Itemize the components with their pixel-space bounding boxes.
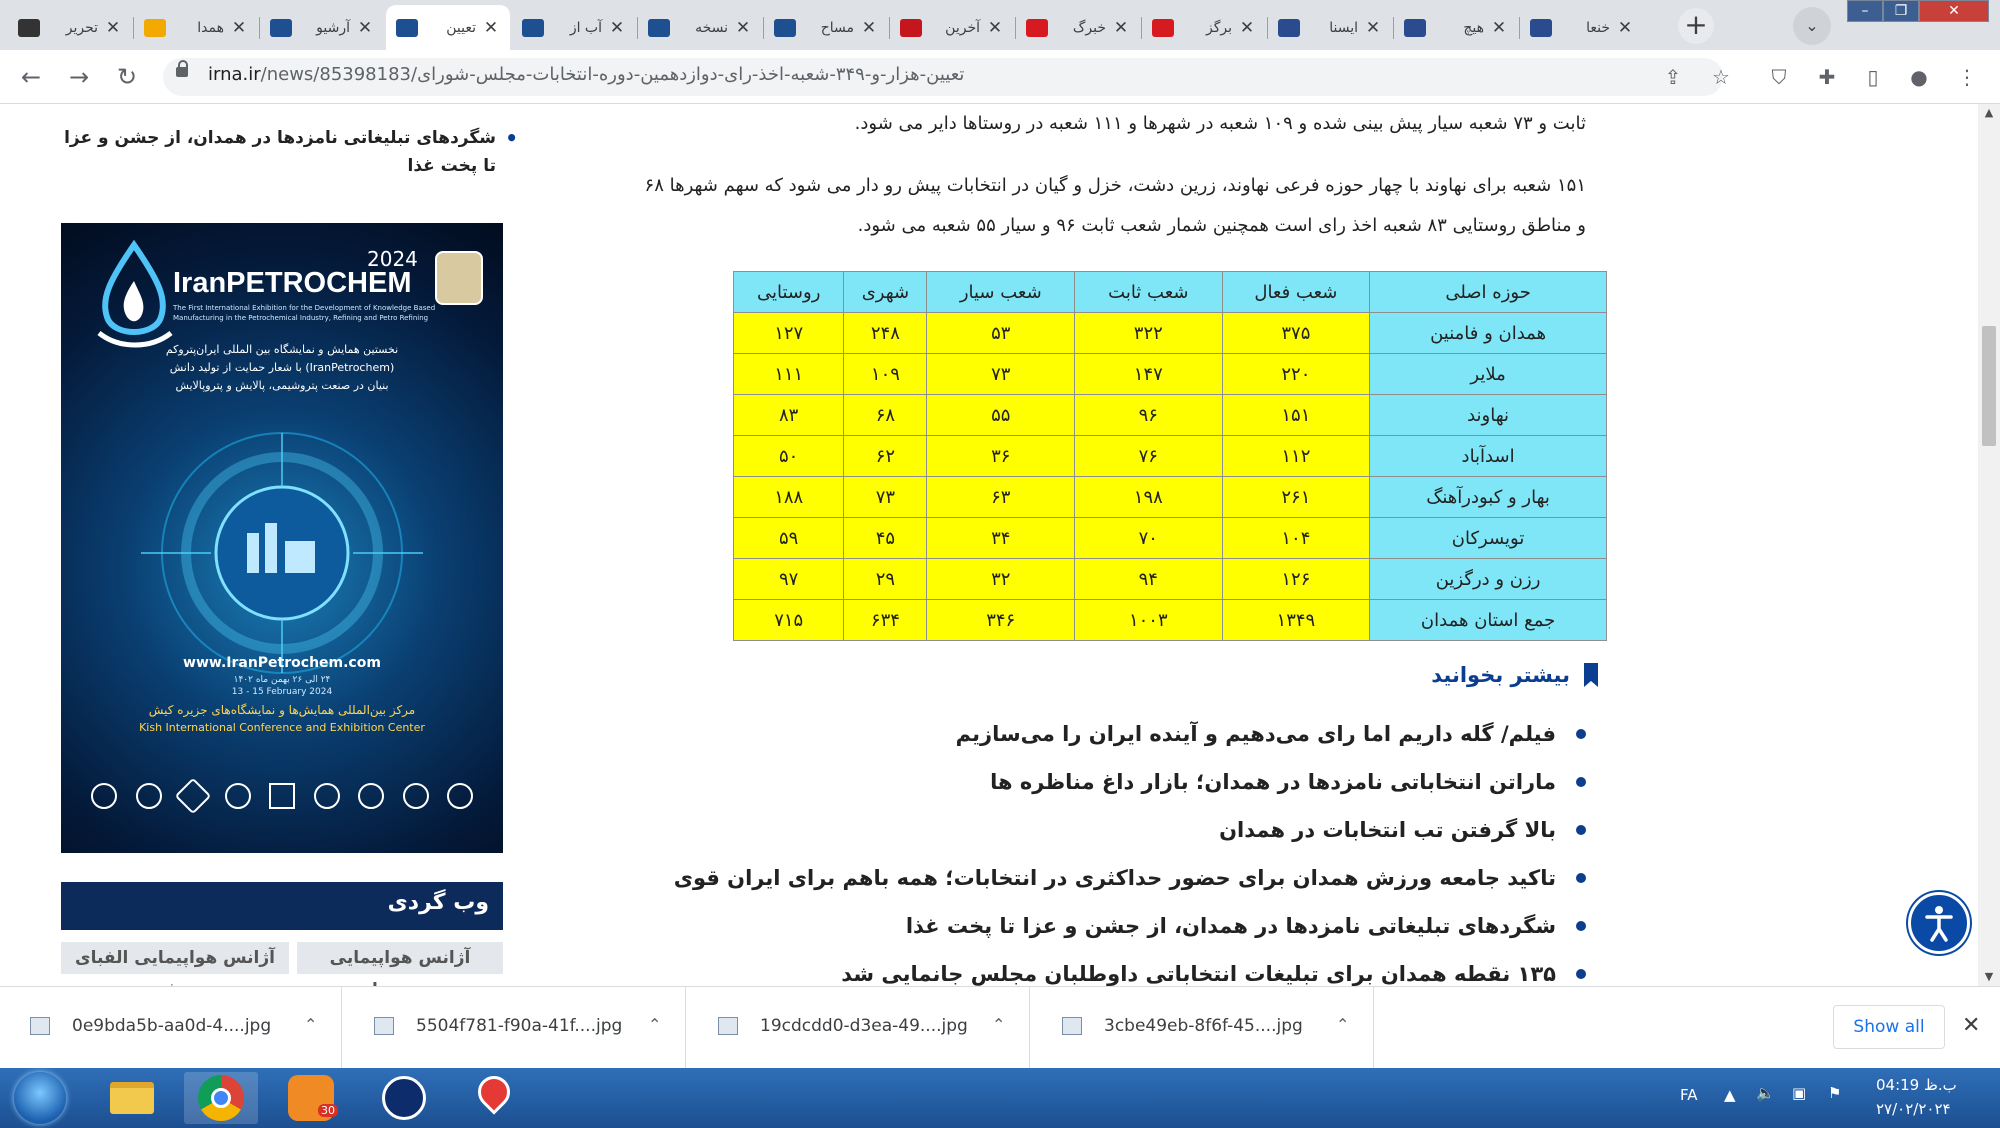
browser-tab[interactable] <box>890 5 1014 50</box>
table-cell: ۱۹۸ <box>1075 477 1223 518</box>
tab-favicon-icon <box>1152 19 1174 37</box>
polling-stations-table <box>733 271 1607 641</box>
browser-tab[interactable] <box>386 5 510 50</box>
menu-kebab-icon[interactable]: ⋮ <box>1957 65 1977 89</box>
tab-title: مساح <box>820 19 854 36</box>
table-row <box>734 518 1607 559</box>
ad-dates-en: 13 - 15 February 2024 <box>231 687 333 697</box>
taskbar-maps-app[interactable] <box>456 1072 530 1124</box>
read-more-link[interactable]: شگردهای تبلیغاتی نامزدها در همدان، از جشن و عزا تا پخت غذا <box>674 902 1586 950</box>
download-filename: 3cbe49eb-8f6f-45....jpg <box>1104 1016 1303 1036</box>
tab-close-icon[interactable]: ✕ <box>483 17 499 38</box>
ad-brand: IranPETROCHEM <box>173 267 412 299</box>
tab-favicon-icon <box>18 19 40 37</box>
tab-favicon-icon <box>648 19 670 37</box>
tab-favicon-icon <box>396 19 418 37</box>
tab-close-icon[interactable]: ✕ <box>357 17 373 38</box>
table-header-cell: روستایی <box>734 272 844 313</box>
tab-separator <box>1393 17 1394 39</box>
minimize-button[interactable]: – <box>1847 0 1883 22</box>
tab-separator <box>259 17 260 39</box>
tab-title: تعیین <box>446 19 476 36</box>
table-row-label: نهاوند <box>1370 395 1607 436</box>
tab-close-icon[interactable]: ✕ <box>1113 17 1129 38</box>
ad-sponsor-logos <box>91 783 473 819</box>
table-cell: ۴۵ <box>844 518 927 559</box>
agency-link-mehrparvaz[interactable]: آژانس هواپیمایی <box>297 942 503 974</box>
read-more-link[interactable]: ماراتن انتخاباتی نامزدها در همدان؛ بازار داغ مناظره ها <box>674 758 1586 806</box>
tab-title: هیچ <box>1463 19 1484 36</box>
download-item[interactable] <box>0 987 342 1069</box>
download-item[interactable] <box>1032 987 1374 1069</box>
tab-title: تحریر <box>65 19 98 36</box>
table-header-cell: شعب ثابت <box>1075 272 1223 313</box>
ad-venue-en: Kish International Conference and Exhibition Center <box>139 721 425 734</box>
browser-tab[interactable] <box>1142 5 1266 50</box>
taskbar-blue-app[interactable] <box>366 1072 440 1124</box>
table-cell: ۱۲۶ <box>1222 559 1370 600</box>
table-cell: ۱۰۹ <box>844 354 927 395</box>
read-more-link[interactable]: بالا گرفتن تب انتخابات در همدان <box>674 806 1586 854</box>
tab-separator <box>763 17 764 39</box>
page-scrollbar[interactable] <box>1978 104 2000 986</box>
table-row-label: بهار و کبودرآهنگ <box>1370 477 1607 518</box>
tab-separator <box>1015 17 1016 39</box>
ad-logo-icon <box>89 241 179 351</box>
table-row <box>734 395 1607 436</box>
tab-title: برگز <box>1205 19 1232 36</box>
ad-industry-globe-graphic <box>61 423 503 683</box>
tab-close-icon[interactable]: ✕ <box>105 17 121 38</box>
action-center-flag-icon[interactable]: ⚑ <box>1828 1084 1842 1102</box>
ad-year: 2024 <box>367 247 418 271</box>
tab-separator <box>637 17 638 39</box>
tab-separator <box>1519 17 1520 39</box>
table-row-label: همدان و فامنین <box>1370 313 1607 354</box>
tab-close-icon[interactable]: ✕ <box>987 17 1003 38</box>
table-cell: ۹۴ <box>1075 559 1223 600</box>
iranpetrochem-ad-banner[interactable] <box>61 223 503 853</box>
read-more-link[interactable]: فیلم/ گله داریم اما رای می‌دهیم و آینده ایران را می‌سازیم <box>674 710 1586 758</box>
table-cell: ۱۱۱ <box>734 354 844 395</box>
tab-favicon-icon <box>900 19 922 37</box>
table-cell: ۳۲۲ <box>1075 313 1223 354</box>
table-row-label: تویسرکان <box>1370 518 1607 559</box>
table-cell: ۱۰۰۳ <box>1075 600 1223 641</box>
windows-taskbar <box>0 1068 2000 1128</box>
download-filename: 5504f781-f90a-41f....jpg <box>416 1016 623 1036</box>
tab-favicon-icon <box>1404 19 1426 37</box>
image-file-icon <box>30 1017 50 1035</box>
tab-close-icon[interactable]: ✕ <box>609 17 625 38</box>
table-cell: ۹۶ <box>1075 395 1223 436</box>
table-cell: ۲۶۱ <box>1222 477 1370 518</box>
tab-separator <box>1141 17 1142 39</box>
tab-search-button[interactable] <box>1793 7 1831 45</box>
read-more-title: بیشتر بخوانید <box>1431 663 1570 687</box>
download-filename: 0e9bda5b-aa0d-4....jpg <box>72 1016 272 1036</box>
browser-tab[interactable] <box>8 5 132 50</box>
article-paragraph-2-line-2: و مناطق روستایی ۸۳ شعبه اخذ رای است همچنین شمار شعب ثابت ۹۶ و سیار ۵۵ شعبه می شود. <box>857 215 1586 236</box>
table-cell: ۵۳ <box>927 313 1075 354</box>
browser-tab[interactable] <box>512 5 636 50</box>
browser-tab[interactable] <box>1520 5 1644 50</box>
browser-tab[interactable] <box>764 5 888 50</box>
download-options-caret-icon[interactable]: ⌃ <box>648 1015 662 1034</box>
download-item[interactable] <box>344 987 686 1069</box>
table-row <box>734 559 1607 600</box>
tab-favicon-icon <box>1530 19 1552 37</box>
start-button[interactable] <box>14 1072 66 1124</box>
table-cell: ۷۳ <box>927 354 1075 395</box>
table-row-label: اسدآباد <box>1370 436 1607 477</box>
arrow-left-icon: ← <box>20 63 42 91</box>
downloads-bar <box>0 986 2000 1068</box>
new-tab-button[interactable]: + <box>1678 8 1714 44</box>
table-cell: ۱۱۲ <box>1222 436 1370 477</box>
table-cell: ۱۳۴۹ <box>1222 600 1370 641</box>
tab-separator <box>1267 17 1268 39</box>
table-cell: ۶۳ <box>927 477 1075 518</box>
ad-venue-fa: مرکز بین‌المللی همایش‌ها و نمایشگاه‌های جزیره کیش <box>148 703 416 717</box>
table-row <box>734 313 1607 354</box>
sidebar-related-link[interactable]: • شگردهای تبلیغاتی نامزدها در همدان، از جشن و عزا تا پخت غذا <box>56 124 496 180</box>
extensions-puzzle-icon[interactable]: ✚ <box>1818 65 1836 89</box>
table-cell: ۱۸۸ <box>734 477 844 518</box>
table-cell: ۲۹ <box>844 559 927 600</box>
table-cell: ۳۲ <box>927 559 1075 600</box>
table-cell: ۸۳ <box>734 395 844 436</box>
chevron-down-icon: ⌄ <box>1805 16 1819 35</box>
tab-close-icon[interactable]: ✕ <box>735 17 751 38</box>
accessibility-button[interactable] <box>1908 892 1970 954</box>
table-cell: ۹۷ <box>734 559 844 600</box>
table-header-cell: حوزه اصلی <box>1370 272 1607 313</box>
table-header-cell: شعب فعال <box>1222 272 1370 313</box>
ad-dates-fa: ۲۴ الی ۲۶ بهمن ماه ۱۴۰۲ <box>233 675 331 685</box>
page-content <box>0 104 1978 986</box>
maximize-button[interactable]: ❐ <box>1883 0 1919 22</box>
taskbar-file-explorer[interactable] <box>94 1072 168 1124</box>
reload-button[interactable] <box>110 60 144 94</box>
read-more-heading <box>1431 663 1598 687</box>
table-row <box>734 354 1607 395</box>
ad-emblem <box>435 251 483 305</box>
tab-favicon-icon <box>144 19 166 37</box>
table-cell: ۱۰۴ <box>1222 518 1370 559</box>
accessibility-icon <box>1911 895 1967 951</box>
back-button[interactable] <box>14 60 48 94</box>
url-text[interactable] <box>208 64 964 85</box>
agency-link-alefbaye-safar[interactable]: آژانس هواپیمایی الفبای <box>61 942 289 974</box>
download-options-caret-icon[interactable]: ⌃ <box>1336 1015 1350 1034</box>
language-indicator[interactable]: FA <box>1680 1086 1698 1104</box>
tab-close-icon[interactable]: ✕ <box>1365 17 1381 38</box>
folder-icon <box>110 1082 154 1114</box>
download-options-caret-icon[interactable]: ⌃ <box>304 1015 318 1034</box>
tab-separator <box>133 17 134 39</box>
ad-title-fa-1: نخستین همایش و نمایشگاه بین المللی ایران‌پتروکم <box>165 343 399 356</box>
tray-expand-icon[interactable]: ▲ <box>1724 1086 1736 1104</box>
bookmark-star-icon[interactable]: ☆ <box>1712 65 1730 89</box>
table-cell: ۷۱۵ <box>734 600 844 641</box>
table-cell: ۳۶ <box>927 436 1075 477</box>
tab-title: همدا <box>197 19 224 36</box>
browser-tab[interactable] <box>1016 5 1140 50</box>
tab-close-icon[interactable]: ✕ <box>231 17 247 38</box>
scroll-down-arrow[interactable]: ▼ <box>1984 970 1994 983</box>
table-cell: ۵۵ <box>927 395 1075 436</box>
scroll-thumb[interactable] <box>1982 326 1996 446</box>
scroll-up-arrow[interactable]: ▲ <box>1984 106 1994 119</box>
download-filename: 19cdcdd0-d3ea-49....jpg <box>760 1016 968 1036</box>
chrome-icon <box>198 1075 244 1121</box>
browser-tab[interactable] <box>1268 5 1392 50</box>
ad-subtitle-en: The First International Exhibition for the Development of Knowledge Based Manufacturing in the Petrochemical Industry, Refining and Petro Refining <box>173 304 436 322</box>
table-cell: ۳۴ <box>927 518 1075 559</box>
article-paragraph-2-line-1: ۱۵۱ شعبه برای نهاوند با چهار حوزه فرعی نهاوند، زرین دشت، خزل و گیان در انتخابات پیش رو دار می شود که سهم شهرها ۶۸ <box>644 175 1586 196</box>
tab-separator <box>889 17 890 39</box>
bookmark-flag-icon <box>1584 663 1598 687</box>
network-icon[interactable]: ▣ <box>1792 1084 1807 1102</box>
tab-favicon-icon <box>1026 19 1048 37</box>
browser-toolbar <box>0 50 2000 104</box>
shield-extension-icon[interactable]: ⛉ <box>1771 65 1787 89</box>
browser-tab[interactable] <box>638 5 762 50</box>
browser-tab[interactable] <box>260 5 384 50</box>
table-cell: ۱۴۷ <box>1075 354 1223 395</box>
table-cell: ۶۸ <box>844 395 927 436</box>
table-row-label: جمع استان همدان <box>1370 600 1607 641</box>
tab-close-icon[interactable]: ✕ <box>1491 17 1507 38</box>
table-cell: ۵۰ <box>734 436 844 477</box>
browser-tab-strip <box>0 0 2000 50</box>
image-file-icon <box>1062 1017 1082 1035</box>
clock-date[interactable]: ۲۷/۰۲/۲۰۲۴ <box>1876 1100 1951 1118</box>
profile-avatar-icon[interactable]: ● <box>1910 65 1928 89</box>
table-row-label: ملایر <box>1370 354 1607 395</box>
table-cell: ۵۹ <box>734 518 844 559</box>
close-downloads-bar-button[interactable]: ✕ <box>1962 1013 1981 1038</box>
read-more-list <box>674 710 1586 998</box>
read-more-link[interactable]: تاکید جامعه ورزش همدان برای حضور حداکثری در انتخابات؛ همه باهم برای ایران قوی <box>674 854 1586 902</box>
table-row <box>734 600 1607 641</box>
tab-close-icon[interactable]: ✕ <box>1239 17 1255 38</box>
url-path: /news/85398183/تعیین-هزار-و-۳۴۹-شعبه-اخذ-رای-دوازدهمین-دوره-انتخابات-مجلس-شورای <box>260 64 965 85</box>
table-row <box>734 436 1607 477</box>
tab-favicon-icon <box>1278 19 1300 37</box>
table-cell: ۷۰ <box>1075 518 1223 559</box>
article-paragraph-1: ثابت و ۷۳ شعبه سیار پیش بینی شده و ۱۰۹ شعبه در شهرها و ۱۱۱ شعبه در روستاها دایر می شود. <box>854 113 1586 134</box>
forward-button[interactable] <box>62 60 96 94</box>
ad-title-fa-3: بنیان در صنعت پتروشیمی، پالایش و پتروپالایش <box>175 379 389 392</box>
tab-title: ایسنا <box>1329 19 1358 36</box>
ad-title-fa-2: (IranPetrochem) با شعار حمایت از تولید دانش <box>169 361 395 374</box>
notification-badge: 30 <box>318 1104 338 1117</box>
show-all-downloads-button[interactable]: Show all <box>1833 1005 1945 1049</box>
table-header-cell: شعب سیار <box>927 272 1075 313</box>
table-cell: ۷۳ <box>844 477 927 518</box>
table-cell: ۳۷۵ <box>1222 313 1370 354</box>
tab-title: خبرگ <box>1072 19 1106 36</box>
table-cell: ۶۲ <box>844 436 927 477</box>
blue-app-icon <box>382 1076 426 1120</box>
arrow-right-icon: → <box>68 63 90 91</box>
tab-title: نسخه <box>695 19 728 36</box>
browser-tab[interactable] <box>134 5 258 50</box>
tab-close-icon[interactable]: ✕ <box>861 17 877 38</box>
tab-favicon-icon <box>522 19 544 37</box>
read-more-link[interactable]: ۱۳۵ نقطه همدان برای تبلیغات انتخاباتی داوطلبان مجلس جانمایی شد <box>674 950 1586 998</box>
tab-favicon-icon <box>270 19 292 37</box>
tab-close-icon[interactable]: ✕ <box>1617 17 1633 38</box>
taskbar-messenger-app[interactable] <box>274 1072 348 1124</box>
tab-title: آب از <box>569 19 602 36</box>
table-cell: ۲۲۰ <box>1222 354 1370 395</box>
taskbar-chrome[interactable] <box>184 1072 258 1124</box>
side-panel-icon[interactable]: ▯ <box>1867 65 1879 89</box>
clock-time[interactable]: 04:19 ب.ظ <box>1876 1076 1957 1094</box>
tab-favicon-icon <box>774 19 796 37</box>
browser-tab[interactable] <box>1394 5 1518 50</box>
lock-icon <box>176 67 188 77</box>
table-header-row <box>734 272 1607 313</box>
download-item[interactable] <box>688 987 1030 1069</box>
close-window-button[interactable]: ✕ <box>1919 0 1989 22</box>
table-cell: ۱۵۱ <box>1222 395 1370 436</box>
webgardi-header: وب گردی <box>61 882 503 930</box>
url-host: irna.ir <box>208 64 261 85</box>
map-pin-icon <box>471 1069 516 1114</box>
share-icon[interactable]: ⇪ <box>1664 65 1682 89</box>
table-cell: ۱۲۷ <box>734 313 844 354</box>
image-file-icon <box>374 1017 394 1035</box>
tab-title: آرشیو <box>316 19 350 36</box>
table-row <box>734 477 1607 518</box>
ad-website: www.IranPetrochem.com <box>183 655 381 671</box>
table-cell: ۳۴۶ <box>927 600 1075 641</box>
table-cell: ۲۴۸ <box>844 313 927 354</box>
tab-title: آخرین <box>945 19 980 36</box>
tab-title: خنعا <box>1586 19 1610 36</box>
table-header-cell: شهری <box>844 272 927 313</box>
table-cell: ۷۶ <box>1075 436 1223 477</box>
reload-icon: ↻ <box>116 63 138 91</box>
table-cell: ۶۳۴ <box>844 600 927 641</box>
download-options-caret-icon[interactable]: ⌃ <box>992 1015 1006 1034</box>
volume-icon[interactable]: 🔈 <box>1756 1084 1775 1102</box>
image-file-icon <box>718 1017 738 1035</box>
table-row-label: رزن و درگزین <box>1370 559 1607 600</box>
